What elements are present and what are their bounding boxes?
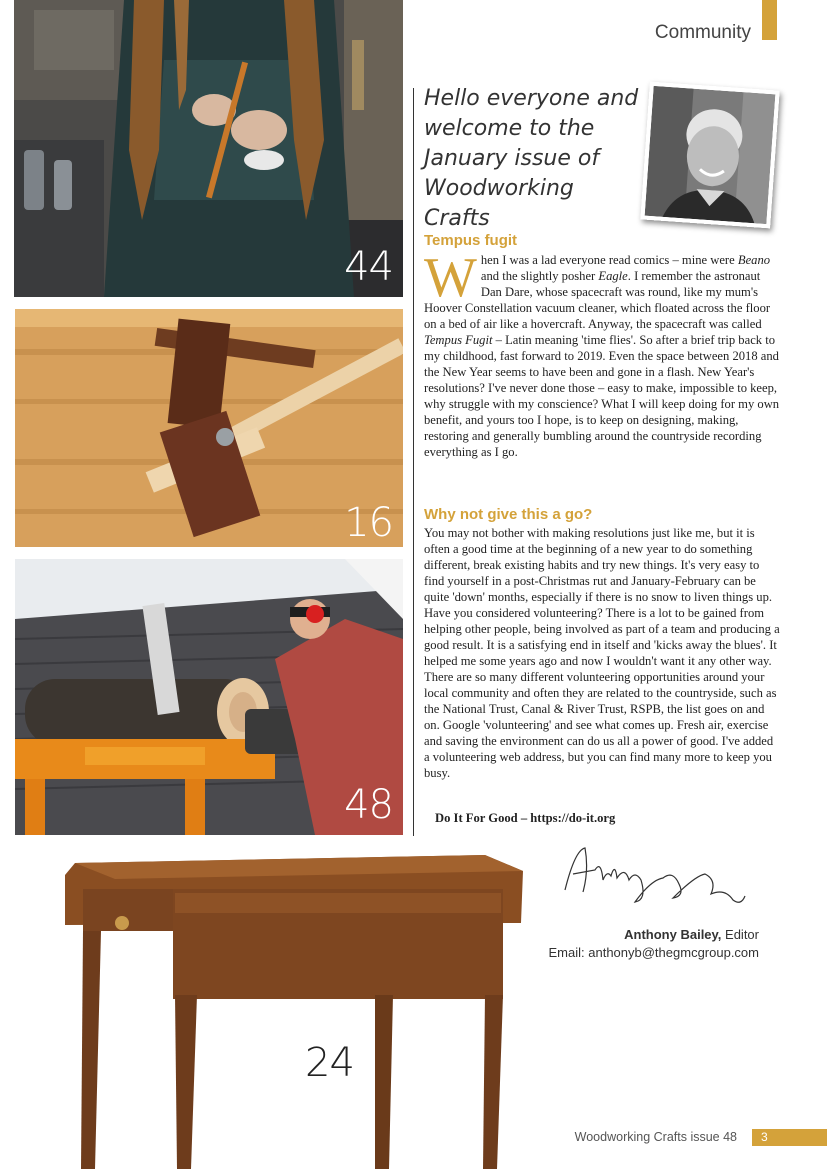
editor-role: Editor (721, 927, 759, 942)
page-ref-48: 48 (344, 782, 393, 828)
signature-scribble (555, 840, 760, 910)
heading-why-not: Why not give this a go? (424, 506, 593, 523)
photo-marking-gauges (15, 309, 403, 547)
body-text-b: and the slightly posher (480, 269, 599, 283)
beano-title: Beano (737, 253, 771, 267)
eagle-title: Eagle (598, 269, 628, 283)
heading-tempus-fugit: Tempus fugit (424, 232, 518, 249)
photo-drop-leaf-table (55, 845, 550, 1169)
section-label: Community (654, 22, 751, 43)
page-ref-44: 44 (344, 244, 393, 290)
page-ref-16: 16 (344, 500, 393, 546)
footer-publication: Woodworking Crafts issue 48 (574, 1130, 737, 1144)
editor-signature (555, 840, 760, 910)
photo-woodworker-drilling (14, 0, 403, 297)
body-why-not: You may not bother with making resolutions just like me, but it is often a good time at the beginning of a new year to do something different, break existing habits and try new things. It's very easy to find yourself in a post-Christmas rut and January-February can be quite 'down' months, especially if there is no snow to liven things up. Have you considered volunteering? There is a lot to be gained from helping other people, being involved as part of a team and producing a good result. It is a satisfying end in itself and 'kicks away the blues'. It helped me some years ago and now I wouldn't want it any other way. There are so many different volunteering opportunities around your local community and often they are related to the countryside, such as the National Trust, Canal & River Trust, RSPB, the list goes on and on. Google 'volunteering' and see what comes up. Fresh air, exercise and saving the environment can do us all a power of good. I've added a volunteering web address, but you can find many more to keep you busy. (424, 526, 780, 780)
body-text-a: hen I was a lad everyone read comics – mine were (480, 253, 738, 267)
page-ref-24: 24 (305, 1040, 354, 1086)
intro-line-2: welcome to the (424, 116, 595, 141)
section-accent-bar (762, 0, 777, 40)
photo-drop-leaf-table-image (55, 845, 550, 1169)
editor-email[interactable]: Email: anthonyb@thegmcgroup.com (548, 945, 759, 960)
editor-portrait (640, 82, 779, 229)
column-divider (413, 88, 414, 836)
editor-name: Anthony Bailey, (624, 927, 722, 942)
intro-line-1: Hello everyone and (424, 86, 639, 111)
body-tempus-fugit (424, 247, 780, 460)
tempus-fugit-title: Tempus Fugit (424, 333, 493, 347)
intro-line-3: January issue of (424, 146, 600, 171)
body-text-d: – Latin meaning 'time flies'. So after a brief trip back to my childhood, fast forward to 2019. Even the space between 2018 and the New Year seems to have been and gone in a flash. New Year's resolutions? I've never done those – easy to make, impossible to keep, why struggle with my conscience? What I will keep doing for my own benefit, and yours too I hope, is to keep on designing, making, restoring and generally bumbling around the countryside recording everything as I go. (424, 333, 780, 459)
photo-chainsaw-log (15, 559, 403, 835)
intro-line-4: Woodworking Crafts (424, 176, 574, 231)
body-text-c: . I remember the astronaut Dan Dare, whose spacecraft was round, like my mum's Hoover Constellation vacuum cleaner, which floated across the floor on a bed of air like a hovercraft. Anyway, the spacecraft was called (424, 269, 771, 331)
editor-credit (549, 926, 759, 962)
page-number: 3 (752, 1129, 827, 1146)
volunteering-link[interactable]: Do It For Good – https://do-it.org (435, 811, 616, 825)
editor-portrait-image (645, 86, 776, 224)
drop-cap: W (424, 247, 477, 309)
intro-headline (424, 84, 644, 234)
